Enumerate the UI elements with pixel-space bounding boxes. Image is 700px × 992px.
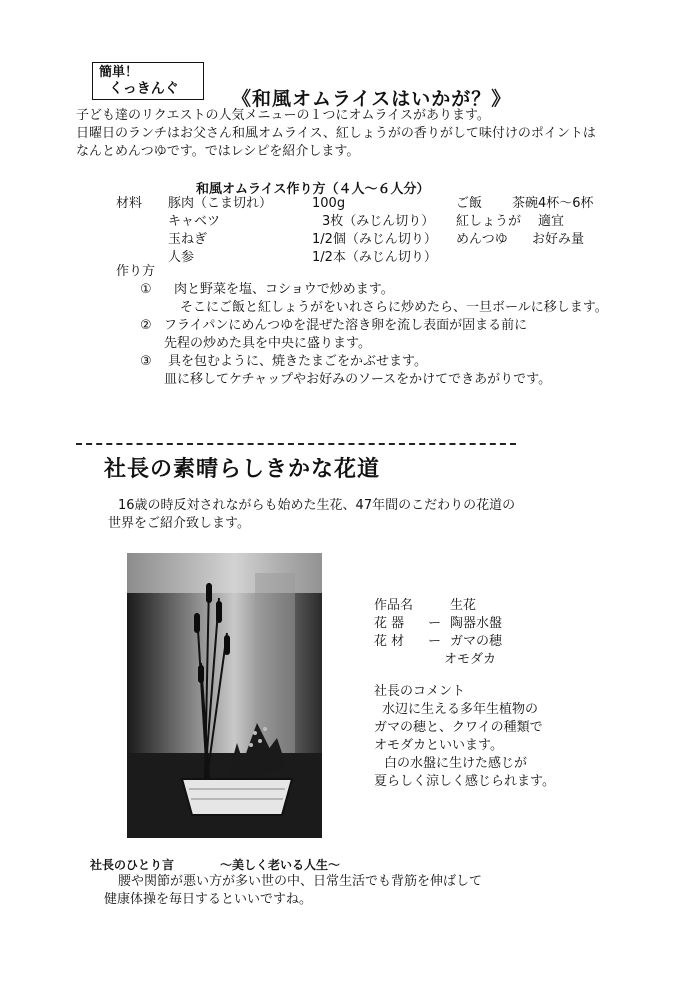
step-line: そこにご飯と紅しょうがをいれさらに炒めたら、一旦ボールに移します。 — [180, 300, 608, 315]
badge-line-2: くっきんぐ — [109, 81, 179, 97]
ikebana-photo — [127, 553, 322, 838]
article1-title: 《和風オムライスはいかが？》 — [232, 88, 512, 110]
materials-label: 材料 — [116, 196, 143, 211]
article2-title: 社長の素晴らしきかな花道 — [104, 457, 381, 482]
artwork-label: 花 器 — [374, 616, 405, 631]
ingredient-amount: 3枚（みじん切り） — [322, 214, 435, 229]
ingredient-amount: 1/2本（みじん切り） — [312, 250, 437, 265]
comment-line: 夏らしく涼しく感じられます。 — [374, 774, 555, 789]
artwork-value: 陶器水盤 — [450, 616, 503, 631]
badge-line-1: 簡単！ — [99, 65, 139, 80]
artwork-sep: ー — [428, 616, 442, 631]
cooking-badge — [92, 62, 204, 100]
ingredient-name: ご飯 — [456, 196, 483, 211]
ingredient-amount: お好み量 — [532, 232, 585, 247]
ingredient-name: 人参 — [168, 250, 195, 265]
ingredient-name: 玉ねぎ — [168, 232, 208, 247]
step-number: ② — [140, 318, 152, 333]
step-number: ① — [140, 282, 152, 297]
article1-intro-line: 日曜日のランチはお父さん和風オムライス、紅しょうがの香りがして味付けのポイントは — [76, 126, 596, 141]
step-line: 先程の炒めた具を中央に盛ります。 — [164, 336, 371, 351]
artwork-label: 花 材 — [374, 634, 405, 649]
method-label: 作り方 — [116, 264, 156, 279]
recipe-title: 和風オムライス作り方（４人～６人分） — [196, 182, 430, 197]
ingredient-name: 豚肉（こま切れ） — [168, 196, 273, 211]
ingredient-name: キャベツ — [168, 214, 221, 229]
article2-intro-line: 世界をご紹介致します。 — [108, 516, 250, 531]
step-line: 皿に移してケチャップやお好みのソースをかけてできあがりです。 — [164, 372, 552, 387]
ingredient-amount: 茶碗4杯～6杯 — [512, 196, 594, 211]
step-line: 具を包むように、焼きたまごをかぶせます。 — [168, 354, 427, 369]
artwork-value: オモダカ — [444, 652, 497, 667]
comment-line: オモダカといいます。 — [374, 738, 503, 753]
comment-line: ガマの穂と、クワイの種類で — [374, 720, 543, 735]
footer-subheading: ～美しく老いる人生～ — [220, 858, 341, 872]
ingredient-amount: 100g — [312, 196, 346, 211]
article2-intro-line: 16歳の時反対されながらも始めた生花、47年間のこだわりの花道の — [118, 498, 516, 513]
artwork-value: 生花 — [450, 598, 477, 613]
ingredient-amount: 1/2個（みじん切り） — [312, 232, 437, 247]
comment-label: 社長のコメント — [374, 684, 466, 699]
article1-intro-line: なんとめんつゆです。ではレシピを紹介します。 — [76, 144, 360, 159]
step-line: フライパンにめんつゆを混ぜた溶き卵を流し表面が固まる前に — [164, 318, 528, 333]
section-divider — [76, 443, 516, 445]
ingredient-amount: 適宜 — [538, 214, 565, 229]
footer-heading: 社長のひとり言 — [90, 858, 175, 872]
comment-line: 白の水盤に生けた感じが — [384, 756, 528, 771]
footer-line: 腰や関節が悪い方が多い世の中、日常生活でも背筋を伸ばして — [118, 874, 483, 889]
step-line: 肉と野菜を塩、コショウで炒めます。 — [174, 282, 394, 297]
article1-intro-line: 子ども達のリクエストの人気メニューの１つにオムライスがあります。 — [76, 108, 490, 123]
footer-line: 健康体操を毎日するといいですね。 — [104, 892, 313, 907]
comment-line: 水辺に生える多年生植物の — [382, 702, 539, 717]
ingredient-name: めんつゆ — [456, 232, 508, 247]
ingredient-name: 紅しょうが — [456, 214, 522, 229]
artwork-label: 作品名 — [374, 598, 414, 613]
step-number: ③ — [140, 354, 152, 369]
artwork-sep: ー — [428, 634, 442, 649]
artwork-value: ガマの穂 — [450, 634, 503, 649]
